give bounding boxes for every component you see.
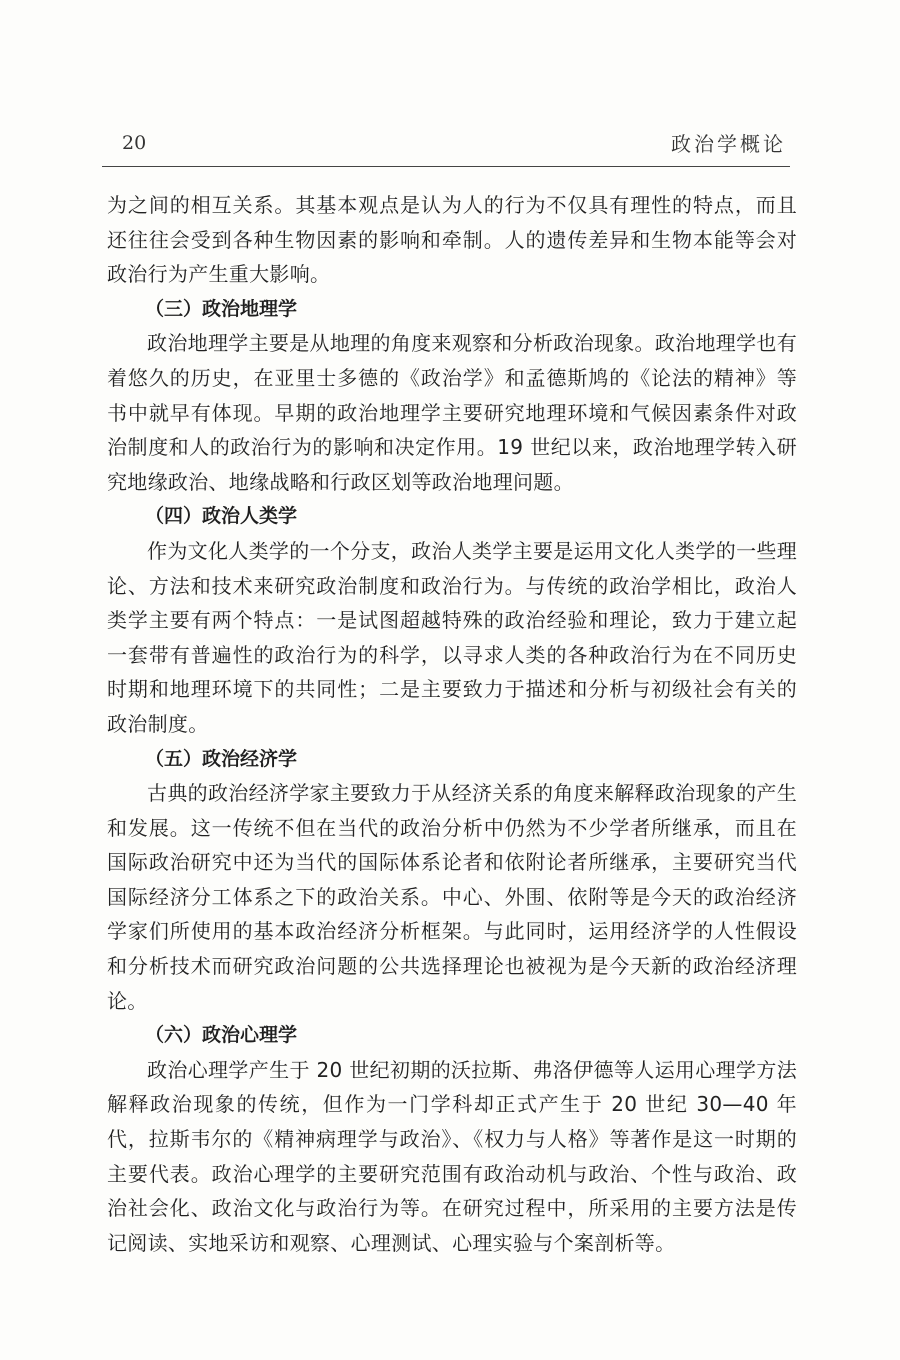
paragraph-geography: 政治地理学主要是从地理的角度来观察和分析政治现象。政治地理学也有着悠久的历史，在亚里士多德的《政治学》和孟德斯鸠的《论法的精神》等书中就早有体现。早期的政治地理学主要研究地理环境和气候因素条件对政治制度和人的政治行为的影响和决定作用。19 世纪以来，政治地理学转入研究地缘政治、地缘战略和行政区划等政治地理问题。 <box>107 331 797 494</box>
header-rule <box>102 166 790 167</box>
page-header <box>102 126 792 166</box>
body-text <box>107 188 797 1260</box>
paragraph-economics: 古典的政治经济学家主要致力于从经济关系的角度来解释政治现象的产生和发展。这一传统不但在当代的政治分析中仍然为不少学者所继承，而且在国际政治研究中还为当代的国际体系论者和依附论者所继承，主要研究当代国际经济分工体系之下的政治关系。中心、外围、依附等是今天的政治经济学家们所使用的基本政治经济分析框架。与此同时，运用经济学的人性假设和分析技术而研究政治问题的公共选择理论也被视为是今天新的政治经济理论。 <box>107 781 797 1013</box>
intro-paragraph: 为之间的相互关系。其基本观点是认为人的行为不仅具有理性的特点，而且还往往会受到各种生物因素的影响和牵制。人的遗传差异和生物本能等会对政治行为产生重大影响。 <box>107 193 797 287</box>
section-heading-geography: （三）政治地理学 <box>145 297 298 320</box>
section-heading-economics: （五）政治经济学 <box>145 747 298 770</box>
page-number: 20 <box>122 132 147 154</box>
running-title: 政治学概论 <box>671 132 786 156</box>
paragraph-psychology: 政治心理学产生于 20 世纪初期的沃拉斯、弗洛伊德等人运用心理学方法解释政治现象的传统，但作为一门学科却正式产生于 20 世纪 30—40 年代，拉斯韦尔的《精神病理学与政治》、《权力与人格》等著作是这一时期的主要代表。政治心理学的主要研究范围有政治动机与政治、个性与政治、政治社会化、政治文化与政治行为等。在研究过程中，所采用的主要方法是传记阅读、实地采访和观察、心理测试、心理实验与个案剖析等。 <box>107 1057 797 1255</box>
section-heading-psychology: （六）政治心理学 <box>145 1024 298 1047</box>
section-heading-anthropology: （四）政治人类学 <box>145 505 298 528</box>
paragraph-anthropology: 作为文化人类学的一个分支，政治人类学主要是运用文化人类学的一些理论、方法和技术来研究政治制度和政治行为。与传统的政治学相比，政治人类学主要有两个特点：一是试图超越特殊的政治经验和理论，致力于建立起一套带有普遍性的政治行为的科学，以寻求人类的各种政治行为在不同历史时期和地理环境下的共同性；二是主要致力于描述和分析与初级社会有关的政治制度。 <box>107 538 797 736</box>
